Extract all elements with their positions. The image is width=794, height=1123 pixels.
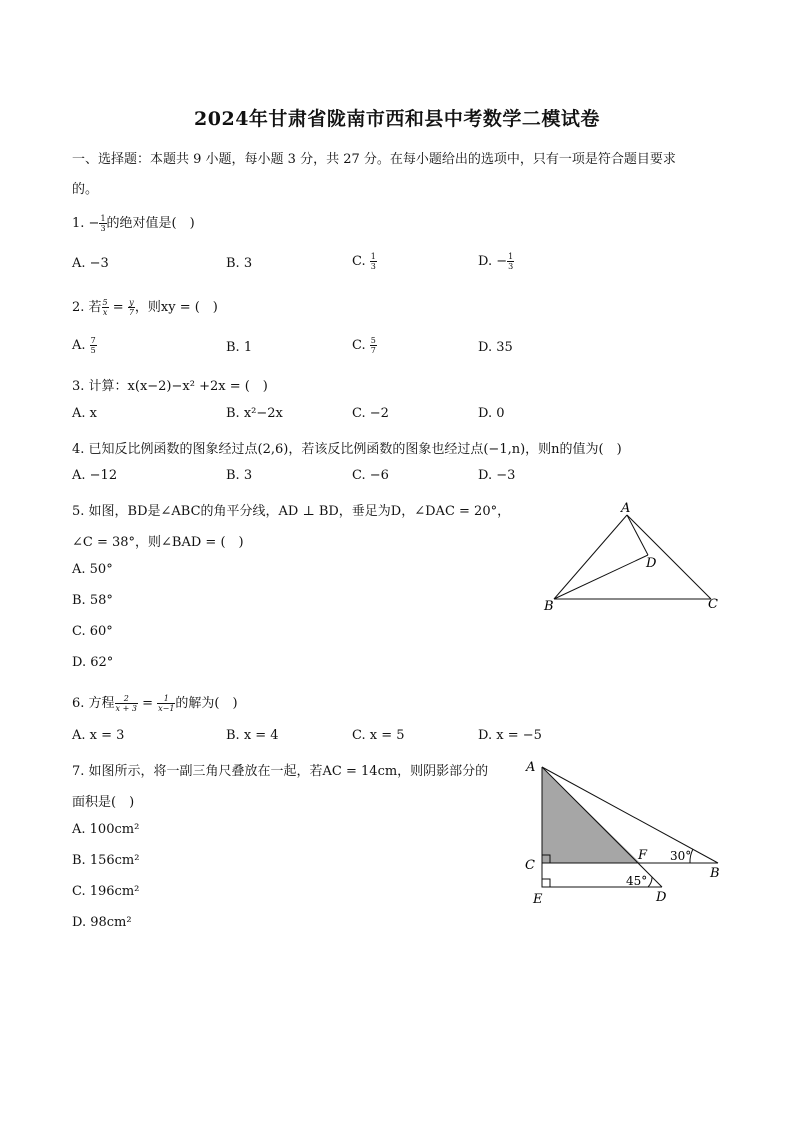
label-c: C: [708, 597, 718, 612]
q5-option-d: D. 62°: [72, 655, 114, 670]
question-3-stem: 3. 计算：x(x−2)−x² +2x = ( ): [72, 379, 268, 394]
question-5-stem-line2: ∠C = 38°，则∠BAD = ( ): [72, 535, 244, 550]
question-5-stem-line1: 5. 如图，BD是∠ABC的角平分线，AD ⊥ BD，垂足为D，∠DAC = 20°，: [72, 504, 511, 519]
q7-option-d: D. 98cm²: [72, 915, 132, 930]
q7-option-a: A. 100cm²: [72, 822, 140, 837]
segment-ac: [627, 515, 711, 599]
label-c: C: [525, 858, 535, 873]
q5-option-a: A. 50°: [72, 562, 113, 577]
question-2-stem: 2. 若 $\frac{5}{x}$ = $\frac{y}{7}$ ，则xy = ( ): [72, 298, 218, 317]
q7-set-squares-figure: [520, 757, 730, 907]
segment-ab: [554, 515, 627, 599]
q7-option-c: C. 196cm²: [72, 884, 140, 899]
fraction-one-third: $\frac{1}{3}$: [100, 214, 106, 233]
q3-option-a: A. x: [72, 406, 97, 421]
q2-option-b: B. 1: [226, 340, 253, 355]
q5-option-b: B. 58°: [72, 593, 113, 608]
page-title: 2024年甘肃省陇南市西和县中考数学二模试卷: [194, 108, 600, 130]
question-1-stem-tail: 的绝对值是( ): [106, 216, 195, 231]
section-instructions-line2: 的。: [72, 182, 99, 197]
q3-option-d: D. 0: [478, 406, 505, 421]
question-6-stem: 6. 方程 $\frac{2}{x + 3}$ = $\frac{1}{x-1}$ 的解为( ): [72, 694, 238, 713]
question-4-stem: 4. 已知反比例函数的图象经过点(2,6)，若该反比例函数的图象也经过点(−1,n)，则n的值为( ): [72, 442, 622, 457]
angle-45-label: 45°: [626, 874, 648, 888]
q3-option-b: B. x²−2x: [226, 406, 283, 421]
right-angle-e: [542, 879, 550, 887]
q6-option-c: C. x = 5: [352, 728, 405, 743]
q2-option-c: C. $\frac{5}{7}$: [352, 336, 376, 355]
question-7-stem-line2: 面积是( ): [72, 795, 135, 810]
label-d: D: [646, 556, 657, 571]
q6-option-b: B. x = 4: [226, 728, 279, 743]
q2-option-d: D. 35: [478, 340, 513, 355]
q4-option-a: A. −12: [72, 468, 118, 483]
q5-triangle-figure: [540, 498, 730, 616]
q5-option-c: C. 60°: [72, 624, 113, 639]
label-b: B: [544, 599, 554, 614]
q1-option-c: C. $\frac{1}{3}$: [352, 252, 376, 271]
segment-ad: [627, 515, 648, 555]
label-d: D: [656, 890, 667, 905]
section-instructions-line1: 一、选择题：本题共 9 小题，每小题 3 分，共 27 分。在每小题给出的选项中，只有一项是符合题目要求: [72, 152, 676, 167]
q6-option-d: D. x = −5: [478, 728, 542, 743]
q1-option-d: D. − $\frac{1}{3}$: [478, 252, 514, 271]
q6-option-a: A. x = 3: [72, 728, 125, 743]
q1-option-a: A. −3: [72, 256, 109, 271]
angle-30-label: 30°: [670, 849, 692, 863]
label-e: E: [533, 892, 543, 907]
q4-option-c: C. −6: [352, 468, 389, 483]
q2-option-a: A. $\frac{7}{5}$: [72, 336, 96, 355]
label-a: A: [526, 760, 536, 775]
question-1-stem: 1. − $\frac{1}{3}$ 的绝对值是( ): [72, 214, 195, 233]
q1-option-b: B. 3: [226, 256, 253, 271]
q7-option-b: B. 156cm²: [72, 853, 140, 868]
q3-option-c: C. −2: [352, 406, 389, 421]
question-1-number: 1.: [72, 216, 89, 231]
segment-bd: [554, 555, 648, 599]
q4-option-b: B. 3: [226, 468, 253, 483]
label-b: B: [710, 866, 720, 881]
q4-option-d: D. −3: [478, 468, 516, 483]
question-7-stem-line1: 7. 如图所示，将一副三角尺叠放在一起，若AC = 14cm，则阴影部分的: [72, 764, 489, 779]
arc-45: [648, 877, 652, 887]
label-a: A: [621, 501, 631, 516]
label-f: F: [638, 848, 648, 863]
